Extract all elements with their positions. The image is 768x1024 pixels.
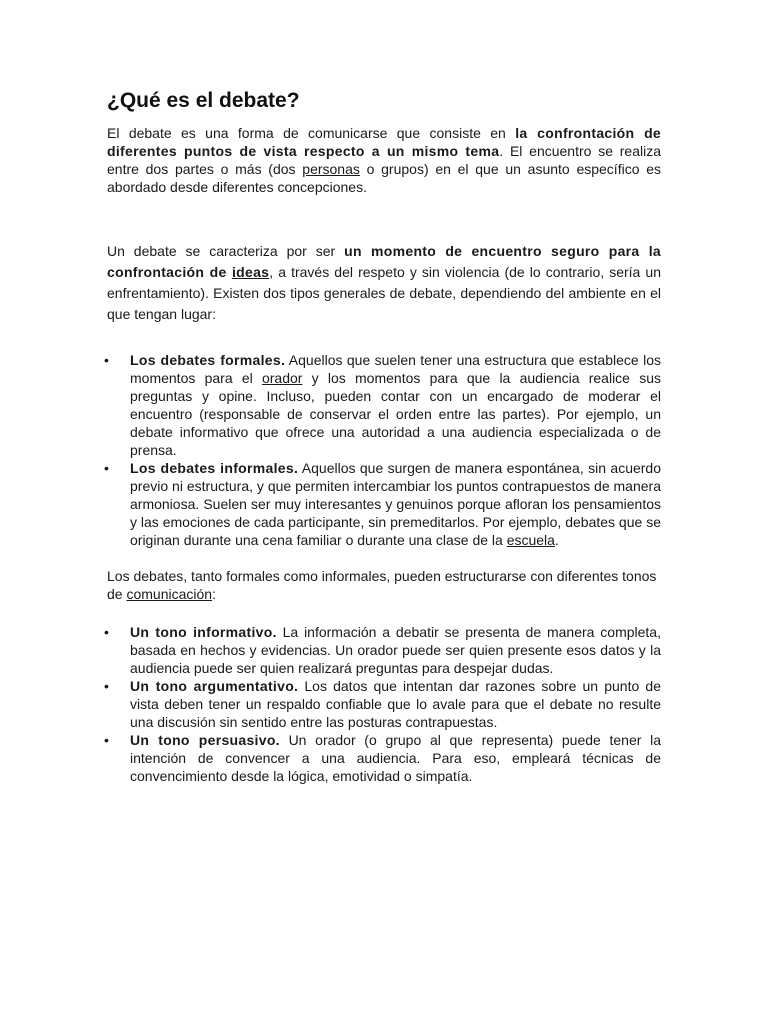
bullet-icon: • (104, 732, 109, 749)
formales-title: Los debates formales. (130, 352, 286, 369)
link-orador[interactable]: orador (261, 370, 303, 387)
intro-bold-definition: la confrontación de diferentes puntos de vista respecto a un mismo tema (107, 125, 662, 160)
link-ideas[interactable]: ideas (231, 264, 270, 281)
list-item-tono-argumentativo (104, 677, 661, 731)
tono-title: Un tono argumentativo. (130, 678, 299, 695)
intro-paragraph (107, 124, 661, 196)
list-item-tono-persuasivo (104, 731, 661, 785)
list-item-formales (104, 351, 661, 459)
bullet-icon: • (104, 624, 109, 641)
bullet-icon: • (104, 352, 109, 369)
informales-text-1: Aquellos que surgen de manera espontánea, sin acuerdo previo ni estructura, y que permiten intercambiar los puntos contrapuestos de manera armoniosa. Suelen ser muy interesantes y genuinos porque afloran los pensamientos y las emociones de cada participante, sin premeditarlos. Por ejemplo, debates que se originan durante una cena familiar o durante una clase de la (130, 460, 661, 549)
carac-text-1: Un debate se caracteriza por ser (107, 243, 345, 260)
tono-text: La información a debatir se presenta de manera completa, basada en hechos y evidencias. Un orador puede ser quien presente esos datos y la audiencia puede ser quien realizará preguntas para despejar dudas. (130, 624, 661, 677)
formales-text-1: Aquellos que suelen tener una estructura que establece los momentos para el (130, 352, 661, 387)
characteristics-paragraph (107, 241, 661, 325)
document-page (104, 88, 662, 785)
informales-text-2: . (554, 532, 559, 549)
page-title: ¿Qué es el debate? (107, 89, 300, 112)
tono-title: Un tono persuasivo. (130, 732, 280, 749)
tonos-text-2: : (212, 586, 216, 603)
tonos-text-1: Los debates, tanto formales como informales, pueden estructurarse con diferentes tonos de (107, 568, 657, 603)
tones-list (104, 623, 661, 785)
bullet-icon: • (104, 678, 109, 695)
tono-text: Un orador (o grupo al que representa) puede tener la intención de convencer a una audiencia. Para eso, empleará técnicas de convencimiento desde la lógica, emotividad o simpatía. (130, 732, 661, 785)
intro-text-1: El debate es una forma de comunicarse que consiste en (107, 125, 516, 142)
formales-text-2: y los momentos para que la audiencia realice sus preguntas y opine. Incluso, pueden contar con un encargado de moderar el encuentro (responsable de conservar el orden entre las partes). Por ejemplo, un debate informativo que ofrece una autoridad a una audiencia especializada o de prensa. (130, 370, 661, 459)
carac-text-2: , a través del respeto y sin violencia (de lo contrario, sería un enfrentamiento). Existen dos tipos generales de debate, dependiendo del ambiente en el que tengan lugar: (107, 264, 661, 323)
intro-text-3: o grupos) en el que un asunto específico es abordado desde diferentes concepciones. (107, 161, 662, 196)
link-comunicacion[interactable]: comunicación (126, 586, 213, 603)
tono-text: Los datos que intentan dar razones sobre un punto de vista deben tener un respaldo confiable que lo avale para que el debate no resulte una discusión sin sentido entre las posturas contrapuestas. (130, 678, 661, 731)
list-item-informales (104, 459, 661, 549)
link-personas[interactable]: personas (302, 161, 360, 178)
link-escuela[interactable]: escuela (506, 532, 555, 549)
informales-title: Los debates informales. (130, 460, 299, 477)
tones-intro-paragraph (107, 567, 661, 603)
debate-types-list (104, 351, 661, 549)
carac-bold: un momento de encuentro seguro para la confrontación de (107, 243, 661, 281)
intro-text-2: . El encuentro se realiza entre dos partes o más (dos (107, 143, 661, 178)
tono-title: Un tono informativo. (130, 624, 277, 641)
bullet-icon: • (104, 460, 109, 477)
list-item-tono-informativo (104, 623, 661, 677)
